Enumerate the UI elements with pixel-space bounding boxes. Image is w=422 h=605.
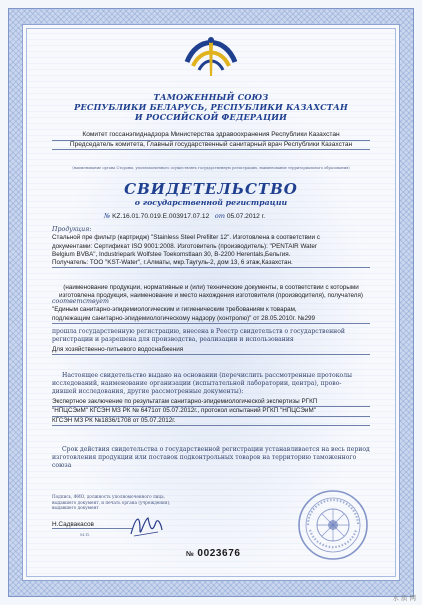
union-title-line: РЕСПУБЛИКИ БЕЛАРУСЬ, РЕСПУБЛИКИ КАЗАХСТАН bbox=[74, 102, 348, 112]
signature-caption-line: выдавшего документ bbox=[52, 505, 99, 511]
basis-line: КГСЭН МЗ РК №1836/1708 от 05.07.2012г. bbox=[52, 417, 370, 426]
certificate-title: СВИДЕТЕЛЬСТВО bbox=[124, 180, 298, 198]
number-label: № bbox=[104, 212, 111, 220]
basis-intro bbox=[52, 372, 370, 396]
validity-line: Срок действия свидетельства о государственной регистрации устанавливается на весь период bbox=[62, 446, 370, 453]
usage-text: Для хозяйственно-питьевого водоснабжения bbox=[52, 346, 370, 355]
handwritten-signature-icon bbox=[128, 510, 164, 542]
serial-number: 0023676 bbox=[197, 548, 241, 559]
basis-line: Экспертное заключение по результатам санитарно-эпидемиологической экспертизы РГКП bbox=[52, 398, 370, 407]
product-line: Belgium BVBA", Industriepark Wolfstee Toekomstlaan 30, B-2200 Herentals,Бельгия. bbox=[52, 250, 291, 258]
product-section bbox=[52, 226, 370, 268]
signer-name: Н.Садвакасов bbox=[52, 521, 132, 529]
validity-statement bbox=[52, 446, 370, 470]
basis-documents bbox=[52, 398, 370, 426]
site-watermark: 水 质 网 bbox=[392, 594, 416, 602]
union-title-line: ТАМОЖЕННЫЙ СОЮЗ bbox=[153, 92, 269, 102]
product-line: Стальной пре фильтр (картридж) "Stainless Steel Prefilter 12". Изготовлена в соответствии с bbox=[52, 234, 320, 242]
certificate-subtitle: о государственной регистрации bbox=[134, 198, 288, 207]
usage-line bbox=[52, 346, 370, 355]
signature-caption-line: Подпись, ФИО, должность уполномоченного лица, bbox=[52, 494, 165, 499]
product-line: документами: Сертификат ISO 9001:2008. Изготовитель (производитель): "PENTAIR Water bbox=[52, 242, 318, 250]
conformity-line: подлежащим санитарно-эпидемиологическому надзору (контролю)" от 28.05.2010г. №299 bbox=[52, 315, 370, 324]
certificate-number: KZ.16.01.70.019.Е.003917.07.12 bbox=[112, 213, 210, 220]
union-title bbox=[60, 92, 362, 122]
certificate-date: 05.07.2012 г. bbox=[226, 213, 266, 220]
product-label: Продукция: bbox=[52, 226, 92, 233]
basis-intro-line: Настоящее свидетельство выдано на основании (перечислить рассмотренные протоколы bbox=[62, 372, 352, 379]
registration-line: прошла государственную регистрацию, внесена в Реестр свидетельств о государственной bbox=[52, 328, 345, 335]
signature-caption bbox=[52, 494, 172, 511]
official-seal-icon bbox=[296, 488, 370, 562]
committee-line: Комитет госсанэпиднадзора Министерства здравоохранения Республики Казахстан bbox=[52, 131, 370, 141]
certificate-number-row bbox=[104, 212, 334, 220]
committee-chairman-line: Председатель комитета, Главный государственный санитарный врач Республики Казахстан bbox=[52, 141, 370, 151]
conformity-label: соответствует bbox=[52, 298, 109, 305]
conformity-section bbox=[52, 298, 370, 324]
conformity-line: "Единым санитарно-эпидемиологическим и гигиеническим требованиям к товарам, bbox=[52, 306, 297, 314]
union-title-line: И РОССИЙСКОЙ ФЕДЕРАЦИИ bbox=[134, 112, 288, 122]
date-label: от bbox=[214, 212, 225, 220]
basis-intro-line: дившей исследования, другие рассмотренные документы): bbox=[52, 388, 244, 395]
recipient-line: Получатель: ТОО "KST-Water", г.Алматы, мкр.Таугуль-2, дом 13, 6 этаж,Казахстан. bbox=[52, 259, 370, 268]
basis-line: "НПЦСЭиМ" КГСЭН МЗ РК № 6471от 05.07.2012г., протокол испытаний РГКП "НПЦСЭиМ" bbox=[52, 407, 370, 416]
customs-union-emblem-icon bbox=[179, 32, 243, 84]
validity-line: изготовления продукции или поставок подконтрольных товаров на территорию таможенного bbox=[52, 454, 357, 461]
validity-line: союза bbox=[52, 462, 72, 469]
signature-caption-line: выдавшего документ, и печать органа (учреждения), bbox=[52, 499, 171, 505]
registration-line: регистрации и разрешена для производства, реализации и использования bbox=[52, 336, 294, 343]
registration-statement bbox=[52, 328, 370, 344]
organ-caption: (наименование органа Стороны, уполномоченного осуществлять государственную регистрацию, наименование территориального образования) bbox=[72, 166, 350, 170]
issuing-committee bbox=[52, 131, 370, 150]
serial-prefix: № bbox=[186, 551, 195, 558]
basis-intro-line: исследований, наименование организации (испытательной лаборатории, центра), прово- bbox=[52, 380, 342, 387]
product-caption: (наименование продукции, нормативные и (или) технические документы, в соответствии с которыми изготовлена продукция, наименование и место нахождения изготовителя (производителя), получателя) bbox=[58, 284, 363, 300]
certificate-serial bbox=[186, 548, 241, 559]
seal-place-label: М.П. bbox=[80, 532, 91, 537]
